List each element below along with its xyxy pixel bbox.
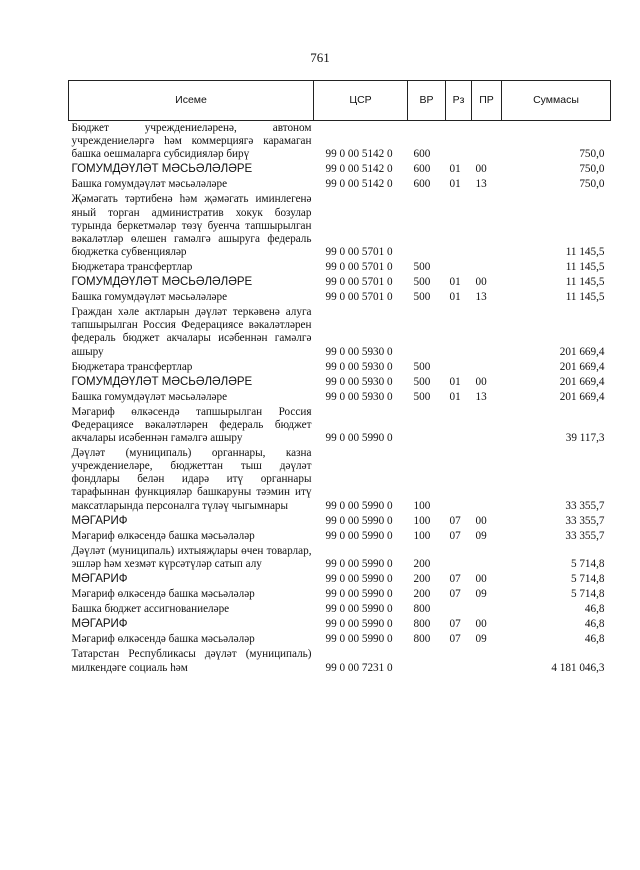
table-row: [69, 647, 611, 675]
table-row: [69, 360, 611, 375]
cell-vr: [408, 405, 446, 446]
cell-sum: 46,8: [584, 618, 605, 631]
table-row: [69, 544, 611, 572]
cell-vr: 600: [413, 148, 431, 161]
cell-csr: 99 0 00 5990 0: [325, 618, 393, 631]
cell-name: Дәүләт (муниципаль) ихтыяҗлары өчен товарлар, эшләр һәм хезмәт күрсәтүләр сатып алу: [71, 544, 312, 570]
cell-rz: 01: [449, 276, 461, 289]
cell-vr: 200: [413, 557, 431, 570]
cell-sum: 33 355,7: [565, 514, 605, 527]
table-row: [69, 529, 611, 544]
table-row: [69, 405, 611, 446]
cell-rz: [446, 360, 472, 375]
cell-csr: 99 0 00 5990 0: [325, 588, 393, 601]
cell-pr: 09: [475, 633, 487, 646]
cell-pr: 00: [475, 514, 487, 527]
table-row: [69, 572, 611, 587]
cell-name: Бюджетара трансфертлар: [71, 360, 193, 373]
cell-vr: 100: [413, 499, 431, 512]
cell-sum: 33 355,7: [565, 529, 605, 542]
cell-sum: 46,8: [584, 603, 605, 616]
cell-vr: 100: [413, 514, 431, 527]
page-number: 761: [310, 50, 330, 65]
cell-vr: 600: [413, 178, 431, 191]
cell-name: Мәгариф өлкәсендә башка мәсьәләләр: [71, 633, 255, 646]
table-row: [69, 192, 611, 259]
cell-name: Башка гомумдәүләт мәсьәләләре: [71, 178, 228, 191]
cell-name: Дәүләт (муниципаль) органнары, казна учреждениеләре, бюджеттан тыш дәүләт фондлары белән идарә итү органнары тарафыннан функцияләр башкаруны тәэмин итү максатларында персоналга түләү чыгымнары: [71, 447, 312, 512]
cell-vr: 500: [413, 276, 431, 289]
cell-rz: 07: [449, 514, 461, 527]
cell-pr: 00: [475, 163, 487, 176]
cell-pr: 00: [475, 375, 487, 388]
cell-rz: 07: [449, 618, 461, 631]
cell-csr: 99 0 00 5142 0: [325, 178, 393, 191]
table-row: [69, 305, 611, 359]
table-row: [69, 514, 611, 529]
header-csr: ЦСР: [314, 81, 408, 121]
cell-csr: 99 0 00 5990 0: [325, 633, 393, 646]
cell-name: Бюджетара трансфертлар: [71, 260, 193, 273]
header-vr: ВР: [408, 81, 446, 121]
cell-name: Бюджет учреждениеләренә, автоном учреждениеләргә һәм коммерциягә карамаган башка оешмаларга субсидияләр бирү: [71, 122, 312, 161]
cell-rz: [446, 602, 472, 617]
cell-pr: 13: [475, 291, 487, 304]
cell-csr: 99 0 00 5990 0: [325, 514, 393, 527]
cell-sum: 5 714,8: [570, 557, 605, 570]
cell-pr: 00: [475, 573, 487, 585]
table-row: [69, 390, 611, 405]
cell-pr: 09: [475, 588, 487, 601]
cell-vr: [408, 647, 446, 675]
cell-rz: 01: [449, 291, 461, 304]
cell-pr: 13: [475, 178, 487, 191]
cell-rz: [446, 647, 472, 675]
cell-sum: 750,0: [579, 178, 605, 191]
cell-rz: [446, 305, 472, 359]
cell-pr: [472, 602, 502, 617]
cell-name: ГОМУМДӘҮЛӘТ МӘСЬӘЛӘЛӘРЕ: [71, 375, 253, 388]
cell-name: Җәмәгать тәртибенә һәм җәмәгать иминлегенә яный торган административ хокук бозулар турында беркетмәләр төзү буенча тапшырылган вәкаләтләр өлешен гамәлгә ашыруга федераль бюджетка субвенцияләр: [71, 193, 312, 258]
cell-pr: 13: [475, 390, 487, 403]
cell-vr: 800: [413, 618, 431, 631]
cell-rz: [446, 405, 472, 446]
cell-rz: 07: [449, 529, 461, 542]
cell-name: МӘГАРИФ: [71, 514, 128, 527]
cell-pr: [472, 544, 502, 572]
cell-name: Граждан хәле актларын дәүләт теркәвенә алуга тапшырылган Россия Федерациясе вәкаләтләрен федераль бюджет акчалары исәбеннән гамәлгә ашыру: [71, 306, 312, 358]
cell-sum: 11 145,5: [565, 260, 605, 273]
cell-csr: 99 0 00 7231 0: [325, 661, 393, 674]
cell-sum: 11 145,5: [565, 245, 605, 258]
cell-csr: 99 0 00 5930 0: [325, 390, 393, 403]
cell-vr: 800: [413, 633, 431, 646]
table-body: [69, 121, 611, 676]
cell-vr: 100: [413, 529, 431, 542]
cell-name: МӘГАРИФ: [71, 618, 128, 631]
cell-name: МӘГАРИФ: [71, 573, 128, 585]
cell-sum: 11 145,5: [565, 276, 605, 289]
cell-csr: 99 0 00 5142 0: [325, 148, 393, 161]
cell-name: ГОМУМДӘҮЛӘТ МӘСЬӘЛӘЛӘРЕ: [71, 163, 253, 176]
budget-table: [68, 80, 611, 676]
cell-rz: 01: [449, 163, 461, 176]
header-pr: ПР: [472, 81, 502, 121]
cell-csr: 99 0 00 5990 0: [325, 499, 393, 512]
table-row: [69, 587, 611, 602]
table-row: [69, 446, 611, 513]
cell-rz: 01: [449, 375, 461, 388]
cell-sum: 201 669,4: [559, 390, 605, 403]
table-row: [69, 162, 611, 177]
cell-vr: 500: [413, 390, 431, 403]
cell-rz: 01: [449, 390, 461, 403]
cell-pr: 00: [475, 618, 487, 631]
cell-sum: 750,0: [579, 148, 605, 161]
cell-name: Мәгариф өлкәсендә башка мәсьәләләр: [71, 529, 255, 542]
table-row: [69, 375, 611, 390]
cell-name: Мәгариф өлкәсендә тапшырылган Россия Федерациясе вәкаләтләрен федераль бюджет акчалары исәбеннән гамәлгә ашыру: [71, 405, 312, 445]
cell-name: Башка гомумдәүләт мәсьәләләре: [71, 291, 228, 304]
header-rz: Рз: [446, 81, 472, 121]
cell-pr: [472, 260, 502, 275]
cell-pr: [472, 305, 502, 359]
cell-vr: 200: [413, 573, 431, 585]
cell-sum: 46,8: [584, 633, 605, 646]
cell-pr: [472, 360, 502, 375]
cell-rz: [446, 121, 472, 163]
cell-pr: [472, 405, 502, 446]
cell-name: Татарстан Республикасы дәүләт (муниципаль) милкендәге социаль һәм: [71, 648, 312, 674]
table-row: [69, 260, 611, 275]
cell-pr: 09: [475, 529, 487, 542]
cell-name: Башка бюджет ассигнованиеләре: [71, 603, 230, 616]
cell-pr: 00: [475, 276, 487, 289]
cell-rz: [446, 544, 472, 572]
cell-csr: 99 0 00 5930 0: [325, 375, 393, 388]
cell-vr: 500: [413, 360, 431, 373]
cell-rz: [446, 260, 472, 275]
cell-vr: [408, 305, 446, 359]
cell-vr: 500: [413, 291, 431, 304]
cell-csr: 99 0 00 5930 0: [325, 345, 393, 358]
cell-pr: [472, 446, 502, 513]
cell-sum: 5 714,8: [570, 573, 605, 585]
cell-rz: [446, 192, 472, 259]
cell-rz: 07: [449, 633, 461, 646]
cell-sum: 5 714,8: [570, 588, 605, 601]
cell-vr: 500: [413, 375, 431, 388]
cell-sum: 4 181 046,3: [551, 661, 605, 674]
cell-sum: 11 145,5: [565, 291, 605, 304]
cell-rz: 01: [449, 178, 461, 191]
cell-vr: 600: [413, 163, 431, 176]
table-row: [69, 632, 611, 647]
cell-csr: 99 0 00 5701 0: [325, 260, 393, 273]
cell-pr: [472, 192, 502, 259]
cell-name: Мәгариф өлкәсендә башка мәсьәләләр: [71, 588, 255, 601]
cell-csr: 99 0 00 5990 0: [325, 432, 393, 445]
cell-sum: 201 669,4: [559, 375, 605, 388]
table-row: [69, 290, 611, 305]
cell-name: Башка гомумдәүләт мәсьәләләре: [71, 390, 228, 403]
cell-pr: [472, 121, 502, 163]
cell-csr: 99 0 00 5930 0: [325, 360, 393, 373]
cell-csr: 99 0 00 5142 0: [325, 163, 393, 176]
cell-vr: 800: [413, 603, 431, 616]
cell-csr: 99 0 00 5990 0: [325, 573, 393, 585]
header-name: Исеме: [69, 81, 314, 121]
header-sum: Суммасы: [502, 81, 611, 121]
cell-rz: 07: [449, 588, 461, 601]
cell-sum: 201 669,4: [559, 345, 605, 358]
cell-sum: 39 117,3: [565, 432, 605, 445]
table-row: [69, 275, 611, 290]
cell-csr: 99 0 00 5701 0: [325, 245, 393, 258]
cell-rz: 07: [449, 573, 461, 585]
cell-vr: 500: [413, 260, 431, 273]
cell-csr: 99 0 00 5701 0: [325, 276, 393, 289]
table-row: [69, 602, 611, 617]
table-row: [69, 617, 611, 632]
cell-rz: [446, 446, 472, 513]
cell-sum: 33 355,7: [565, 499, 605, 512]
cell-csr: 99 0 00 5990 0: [325, 603, 393, 616]
cell-csr: 99 0 00 5990 0: [325, 557, 393, 570]
table-row: [69, 121, 611, 163]
cell-vr: 200: [413, 588, 431, 601]
table-header: [69, 81, 611, 121]
cell-csr: 99 0 00 5990 0: [325, 529, 393, 542]
cell-name: ГОМУМДӘҮЛӘТ МӘСЬӘЛӘЛӘРЕ: [71, 276, 253, 289]
cell-vr: [408, 192, 446, 259]
cell-csr: 99 0 00 5701 0: [325, 291, 393, 304]
cell-sum: 201 669,4: [559, 360, 605, 373]
cell-sum: 750,0: [579, 163, 605, 176]
table-row: [69, 177, 611, 192]
cell-pr: [472, 647, 502, 675]
